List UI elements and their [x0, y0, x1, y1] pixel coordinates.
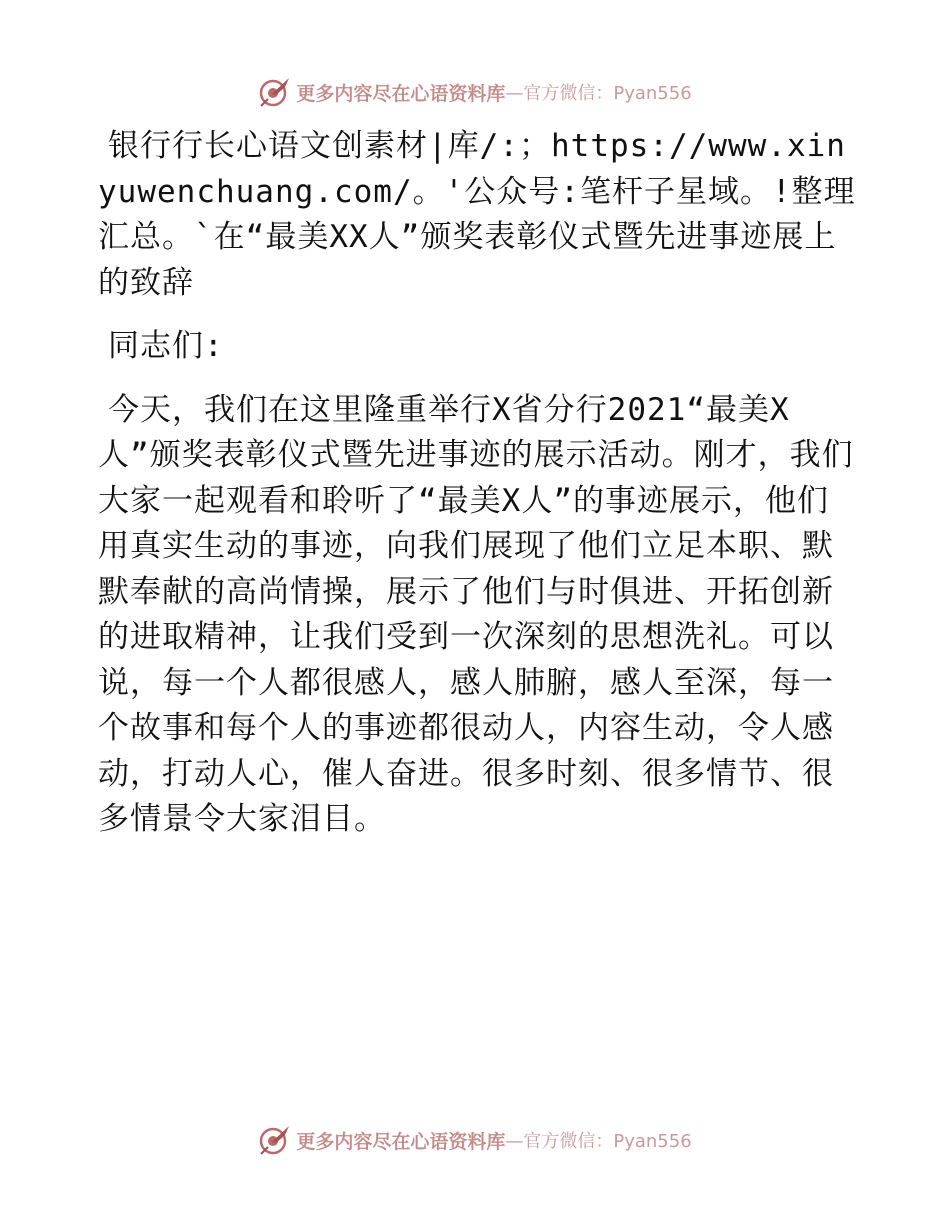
watermark-banner-top — [0, 72, 950, 112]
watermark-brand-text: 更多内容尽在心语资料库 — [296, 82, 506, 105]
quill-pen-seal-icon — [258, 75, 292, 109]
document-title-paragraph: 银行行长心语文创素材|库/:；https://www.xinyuwenchuang.com/。'公众号:笔杆子星域。!整理汇总。`在“最美XX人”颁奖表彰仪式暨先进事迹展上的致辞 — [98, 128, 856, 301]
watermark-official-text: —官方微信：Pyan556 — [505, 1131, 692, 1152]
document-body — [98, 124, 858, 843]
body-paragraph: 今天，我们在这里隆重举行X省分行2021“最美X人”颁奖表彰仪式暨先进事迹的展示活动。刚才，我们大家一起观看和聆听了“最美X人”的事迹展示，他们用真实生动的事迹，向我们展现了他们立足本职、默默奉献的高尚情操，展示了他们与时俱进、开拓创新的进取精神，让我们受到一次深刻的思想洗礼。可以说，每一个人都很感人，感人肺腑，感人至深，每一个故事和每个人的事迹都很动人，内容生动，令人感动，打动人心，催人奋进。很多时刻、很多情节、很多情景令大家泪目。 — [98, 391, 854, 837]
watermark-banner-bottom — [0, 1120, 950, 1160]
salutation: 同志们: — [108, 328, 224, 364]
watermark-official-text: —官方微信：Pyan556 — [505, 83, 692, 104]
quill-pen-seal-icon — [258, 1123, 292, 1157]
watermark-brand-text: 更多内容尽在心语资料库 — [296, 1130, 506, 1153]
